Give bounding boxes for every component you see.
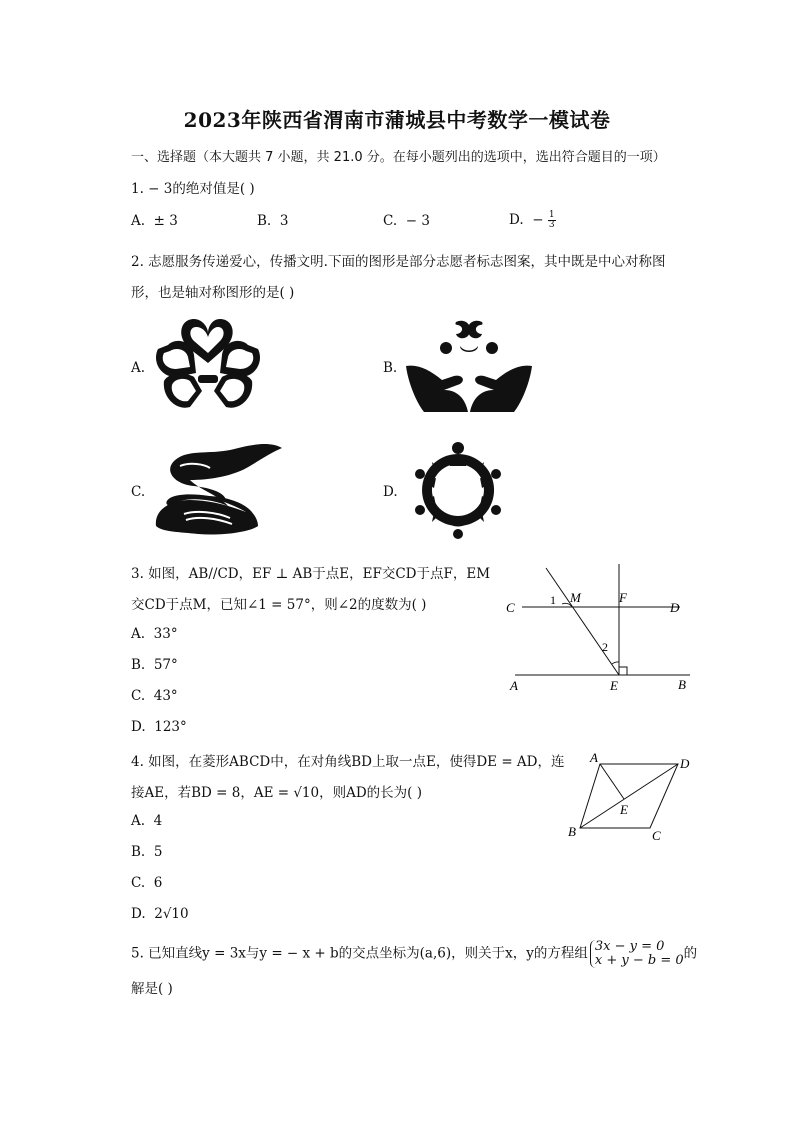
label-f: F (619, 590, 627, 605)
question-2-line-2: 形，也是轴对称图形的是( ) (131, 285, 295, 301)
question-4-line-1: 4. 如图，在菱形ABCD中，在对角线BD上取一点E，使得DE = AD，连 (131, 754, 565, 770)
label-c: C (652, 828, 661, 843)
label-b: B (568, 824, 576, 839)
question-2-option-c[interactable]: C. (131, 484, 146, 500)
label-d: D (670, 600, 680, 615)
label-e: E (620, 802, 628, 817)
label-d: D (680, 756, 690, 771)
label-c: C (506, 600, 515, 615)
question-5-line-2: 解是( ) (131, 981, 173, 997)
label-e: E (610, 678, 618, 693)
label-m: M (570, 590, 581, 605)
label-b: B (678, 677, 686, 692)
diagonal-bd (580, 764, 678, 828)
label-a: A (510, 678, 518, 693)
volunteer-logo-s-hands-icon (150, 440, 286, 540)
label-angle-1: 1 (550, 593, 556, 607)
volunteer-logo-sun-icon (410, 440, 506, 540)
label-angle-2: 2 (602, 640, 608, 654)
question-1-stem: 1. − 3的绝对值是( ) (131, 181, 255, 197)
question-4-option-d[interactable]: D. 2√10 (131, 906, 189, 922)
question-3-line-1: 3. 如图，AB//CD，EF ⊥ AB于点E，EF交CD于点F，EM (131, 566, 491, 582)
question-1-option-a[interactable]: A. ± 3 (131, 213, 178, 229)
line-em (546, 568, 619, 675)
question-4-option-b[interactable]: B. 5 (131, 844, 163, 860)
question-3-option-a[interactable]: A. 33° (131, 626, 178, 642)
question-1-option-c[interactable]: C. − 3 (383, 213, 430, 229)
fraction: $\frac{1}{3}$ (548, 210, 555, 230)
question-3-option-d[interactable]: D. 123° (131, 719, 187, 735)
question-2-option-b[interactable]: B. (383, 360, 398, 376)
question-5-line-1: 5. 已知直线y = 3x与y = − x + b的交点坐标为(a,6)，则关于x，y的方程组 3x − y = 0 x + y − b = 0 的 (131, 939, 698, 968)
question-1-option-d[interactable]: D. − $\frac{1}{3}$ (509, 210, 555, 230)
question-4-option-a[interactable]: A. 4 (131, 813, 163, 829)
segment-ae (600, 764, 624, 799)
question-3-geometry-figure (500, 562, 700, 696)
volunteer-logo-hearts-icon (150, 315, 266, 419)
question-4-rhombus-figure (562, 748, 702, 848)
question-2-line-1: 2. 志愿服务传递爱心，传播文明.下面的图形是部分志愿者标志图案，其中既是中心对称图 (131, 254, 666, 270)
label-a: A (590, 750, 598, 765)
question-4-option-c[interactable]: C. 6 (131, 875, 163, 891)
question-3-option-b[interactable]: B. 57° (131, 657, 178, 673)
volunteer-logo-hands-icon (404, 318, 534, 416)
question-3-line-2: 交CD于点M，已知∠1 = 57°，则∠2的度数为( ) (131, 597, 427, 613)
right-angle-mark (619, 667, 627, 675)
question-4-line-2: 接AE，若BD = 8，AE = √10，则AD的长为( ) (131, 785, 423, 801)
question-2-option-a[interactable]: A. (131, 360, 146, 376)
section-heading: 一、选择题（本大题共 7 小题，共 21.0 分。在每小题列出的选项中，选出符合题目的一项） (131, 150, 666, 165)
angle-2-arc (612, 662, 619, 664)
question-3-option-c[interactable]: C. 43° (131, 688, 178, 704)
page-title: 2023年陕西省渭南市蒲城县中考数学一模试卷 (183, 108, 611, 132)
question-1-option-b[interactable]: B. 3 (257, 213, 289, 229)
equation-system: 3x − y = 0 x + y − b = 0 (590, 940, 684, 968)
question-2-option-d[interactable]: D. (383, 484, 398, 500)
